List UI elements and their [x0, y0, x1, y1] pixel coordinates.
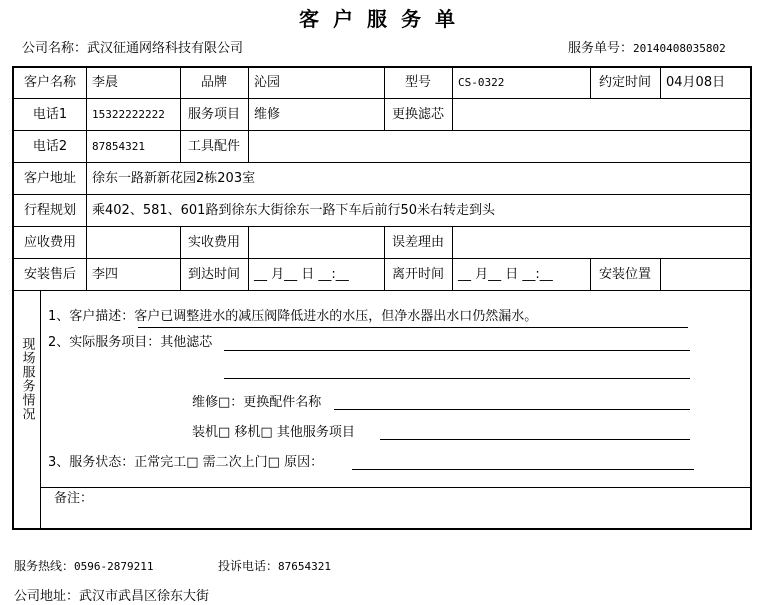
- order-info: [568, 37, 726, 56]
- customer-name-value: 李晨: [92, 75, 119, 90]
- customer-description: [48, 309, 537, 325]
- actual-fee-label: 实收费用: [187, 235, 240, 250]
- phone1-label: 电话1: [32, 107, 68, 122]
- complaint-label: 投诉电话：: [218, 559, 279, 573]
- underline: [224, 378, 690, 379]
- model-label: 型号: [404, 75, 431, 90]
- col-divider: [660, 258, 661, 290]
- row-divider: [14, 290, 750, 291]
- remarks-label: 备注：: [54, 491, 94, 506]
- appointment-label: 约定时间: [598, 75, 651, 90]
- form-title: 客户服务单: [299, 7, 469, 31]
- col-divider: [248, 68, 249, 162]
- route-value: 乘402、581、601路到徐东大街徐东一路下车后前行50米右转走到头: [92, 203, 495, 218]
- brand-value: 沁园: [254, 75, 281, 90]
- actual-service: [48, 335, 212, 351]
- service-detail-value: 更换滤芯: [391, 107, 444, 122]
- service-item-value: 维修: [254, 107, 281, 122]
- side-divider: [40, 290, 41, 528]
- receivable-fee-label: 应收费用: [23, 235, 76, 250]
- underline: [224, 350, 690, 351]
- company-address: [14, 585, 209, 604]
- brand-label: 品牌: [200, 75, 227, 90]
- model-value: CS-0322: [458, 76, 505, 89]
- complaint-phone: [218, 557, 331, 574]
- service-status: 3、服务状态：正常完工□ 需二次上门□ 原因：: [48, 455, 324, 470]
- route-label: 行程规划: [23, 203, 76, 218]
- actual-service-text: 其他滤芯: [160, 335, 213, 350]
- underline: [380, 439, 690, 440]
- col-divider: [452, 226, 453, 290]
- order-number: 20140408035802: [633, 42, 726, 55]
- company-address-label: 公司地址：: [14, 589, 80, 604]
- arrive-time-blank: __ 月__ 日 __:__: [254, 267, 349, 282]
- company-name: 武汉征通网络科技有限公司: [87, 41, 244, 56]
- customer-name-label: 客户名称: [23, 75, 76, 90]
- row-divider: [14, 98, 750, 99]
- parts-label: 工具配件: [187, 139, 240, 154]
- row-divider: [14, 258, 750, 259]
- hotline-label: 服务热线：: [14, 559, 75, 573]
- complaint-value: 87654321: [278, 560, 331, 573]
- leave-time-blank: __ 月__ 日 __:__: [458, 267, 553, 282]
- underline: [138, 327, 688, 328]
- company-label: 公司名称：: [22, 41, 88, 56]
- phone2-label: 电话2: [32, 139, 68, 154]
- install-location-label: 安装位置: [598, 267, 651, 282]
- phone2-value: 87854321: [92, 140, 145, 153]
- service-form: [12, 66, 752, 530]
- remarks-divider: [40, 487, 750, 488]
- install-option: 装机□ 移机□ 其他服务项目: [192, 425, 355, 440]
- error-reason-label: 误差理由: [391, 235, 444, 250]
- repair-option: 维修□：更换配件名称: [192, 395, 322, 410]
- onsite-side-label: 现场服务情况: [19, 337, 35, 421]
- arrive-time-label: 到达时间: [187, 267, 240, 282]
- installer-value: 李四: [92, 267, 119, 282]
- address-value: 徐东一路新新花园2栋203室: [92, 171, 256, 186]
- service-item-label: 服务项目: [187, 107, 240, 122]
- description-prefix: 1、客户描述：: [48, 309, 135, 324]
- installer-label: 安装售后: [23, 267, 76, 282]
- underline: [352, 469, 694, 470]
- col-divider: [248, 226, 249, 290]
- address-label: 客户地址: [23, 171, 76, 186]
- row-divider: [14, 226, 750, 227]
- leave-time-label: 离开时间: [391, 267, 444, 282]
- order-label: 服务单号：: [568, 41, 634, 56]
- appointment-value: 04月08日: [666, 75, 726, 90]
- row-divider: [14, 194, 750, 195]
- hotline: [14, 557, 154, 574]
- row-divider: [14, 162, 750, 163]
- col-divider: [660, 68, 661, 98]
- actual-service-prefix: 2、实际服务项目：: [48, 335, 161, 350]
- row-divider: [14, 130, 750, 131]
- col-divider: [452, 68, 453, 130]
- phone1-value: 15322222222: [92, 108, 165, 121]
- hotline-value: 0596-2879211: [74, 560, 154, 573]
- underline: [334, 409, 690, 410]
- company-info: [22, 37, 243, 56]
- company-address-value: 武汉市武昌区徐东大街: [79, 589, 210, 604]
- description-text: 客户已调整进水的减压阀降低进水的水压，但净水器出水口仍然漏水。: [134, 309, 538, 324]
- col-divider: [86, 68, 87, 290]
